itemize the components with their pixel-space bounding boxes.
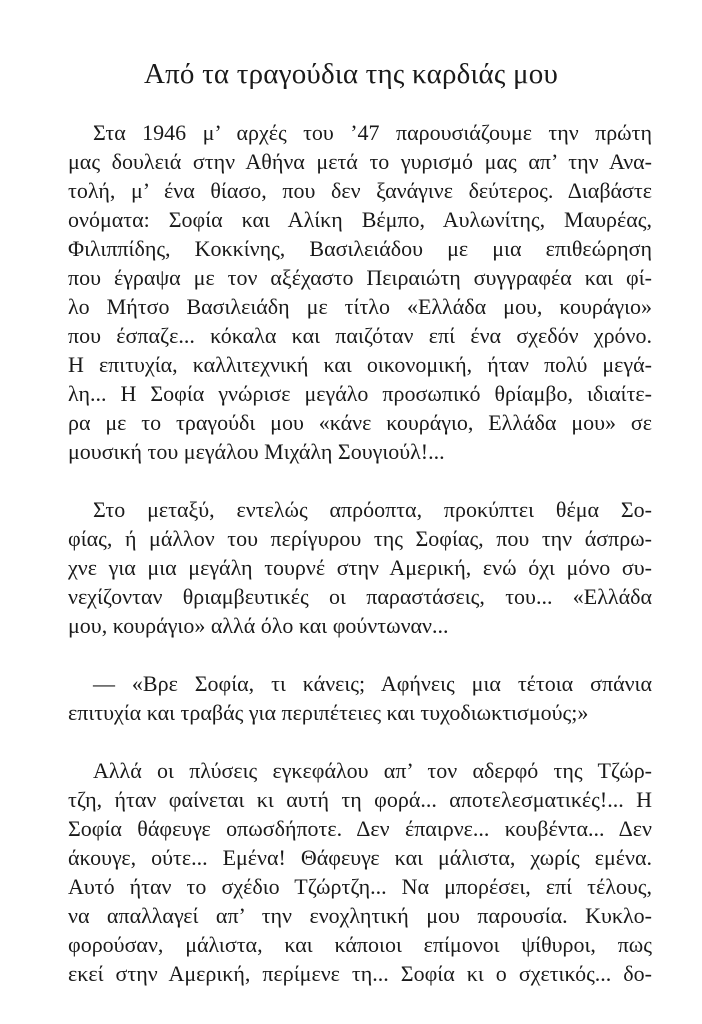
text-line: φορούσαν, μάλιστα, και κάποιοι επίμονοι ψίθυροι, πως	[68, 932, 652, 957]
text-line: νεχίζονταν θριαμβευτικές οι παραστάσεις, του... «Ελλάδα	[68, 584, 652, 609]
text-line: τολή, μ’ ένα θίασο, που δεν ξανάγινε δεύτερος. Διαβάστε	[68, 178, 652, 203]
text-line: φίας, ή μάλλον του περίγυρου της Σοφίας, που την άσπρω-	[68, 526, 652, 551]
paragraph-4	[68, 756, 652, 988]
text-line: που έσπαζε... κόκαλα και παιζόταν επί ένα σχεδόν χρόνο.	[68, 323, 652, 348]
text-line: τζη, ήταν φαίνεται κι αυτή τη φορά... αποτελεσματικές!... Η	[68, 787, 652, 812]
page-title: Από τα τραγούδια της καρδιάς μου	[143, 58, 559, 90]
text-line: Αυτό ήταν το σχέδιο Τζώρτζη... Να μπορέσει, επί τέλους,	[68, 874, 652, 899]
body-text	[68, 118, 652, 988]
text-line: Σοφία θάφευγε οπωσδήποτε. Δεν έπαιρνε... κουβέντα... Δεν	[68, 816, 652, 841]
text-line: λη... Η Σοφία γνώρισε μεγάλο προσωπικό θρίαμβο, ιδιαίτε-	[68, 381, 652, 406]
paragraph-gap	[68, 727, 652, 756]
text-line: Φιλιππίδης, Κοκκίνης, Βασιλειάδου με μια επιθεώρηση	[68, 236, 652, 261]
text-line: εκεί στην Αμερική, περίμενε τη... Σοφία κι ο σχετικός... δο-	[68, 961, 652, 986]
paragraph-gap	[68, 466, 652, 495]
text-line: επιτυχία και τραβάς για περιπέτειες και τυχοδιωκτισμούς;»	[68, 700, 589, 725]
text-line: Αλλά οι πλύσεις εγκεφάλου απ’ τον αδερφό της Τζώρ-	[93, 758, 652, 783]
paragraph-2	[68, 495, 652, 640]
text-line: λο Μήτσο Βασιλειάδη με τίτλο «Ελλάδα μου, κουράγιο»	[68, 294, 652, 319]
text-line: ρα με το τραγούδι μου «κάνε κουράγιο, Ελλάδα μου» σε	[68, 410, 652, 435]
paragraph-gap	[68, 640, 652, 669]
text-line: να απαλλαγεί απ’ την ενοχλητική μου παρουσία. Κυκλο-	[68, 903, 652, 928]
text-line: ονόματα: Σοφία και Αλίκη Βέμπο, Αυλωνίτης, Μαυρέας,	[68, 207, 652, 232]
text-line: — «Βρε Σοφία, τι κάνεις; Αφήνεις μια τέτοια σπάνια	[93, 671, 652, 696]
text-line: μουσική του μεγάλου Μιχάλη Σουγιούλ!...	[68, 439, 445, 464]
text-line: μου, κουράγιο» αλλά όλο και φούντωναν...	[68, 613, 449, 638]
paragraph-1	[68, 118, 652, 466]
text-line: άκουγε, ούτε... Εμένα! Θάφευγε και μάλιστα, χωρίς εμένα.	[68, 845, 652, 870]
text-line: χνε για μια μεγάλη τουρνέ στην Αμερική, ενώ όχι μόνο συ-	[68, 555, 652, 580]
text-line: που έγραψα με τον αξέχαστο Πειραιώτη συγγραφέα και φί-	[68, 265, 652, 290]
text-line: Η επιτυχία, καλλιτεχνική και οικονομική, ήταν πολύ μεγά-	[68, 352, 652, 377]
text-line: Στα 1946 μ’ αρχές του ’47 παρουσιάζουμε την πρώτη	[93, 120, 652, 145]
paragraph-3	[68, 669, 652, 727]
text-line: μας δουλειά στην Αθήνα μετά το γυρισμό μας απ’ την Ανα-	[68, 149, 652, 174]
text-line: Στο μεταξύ, εντελώς απρόοπτα, προκύπτει θέμα Σο-	[93, 497, 652, 522]
